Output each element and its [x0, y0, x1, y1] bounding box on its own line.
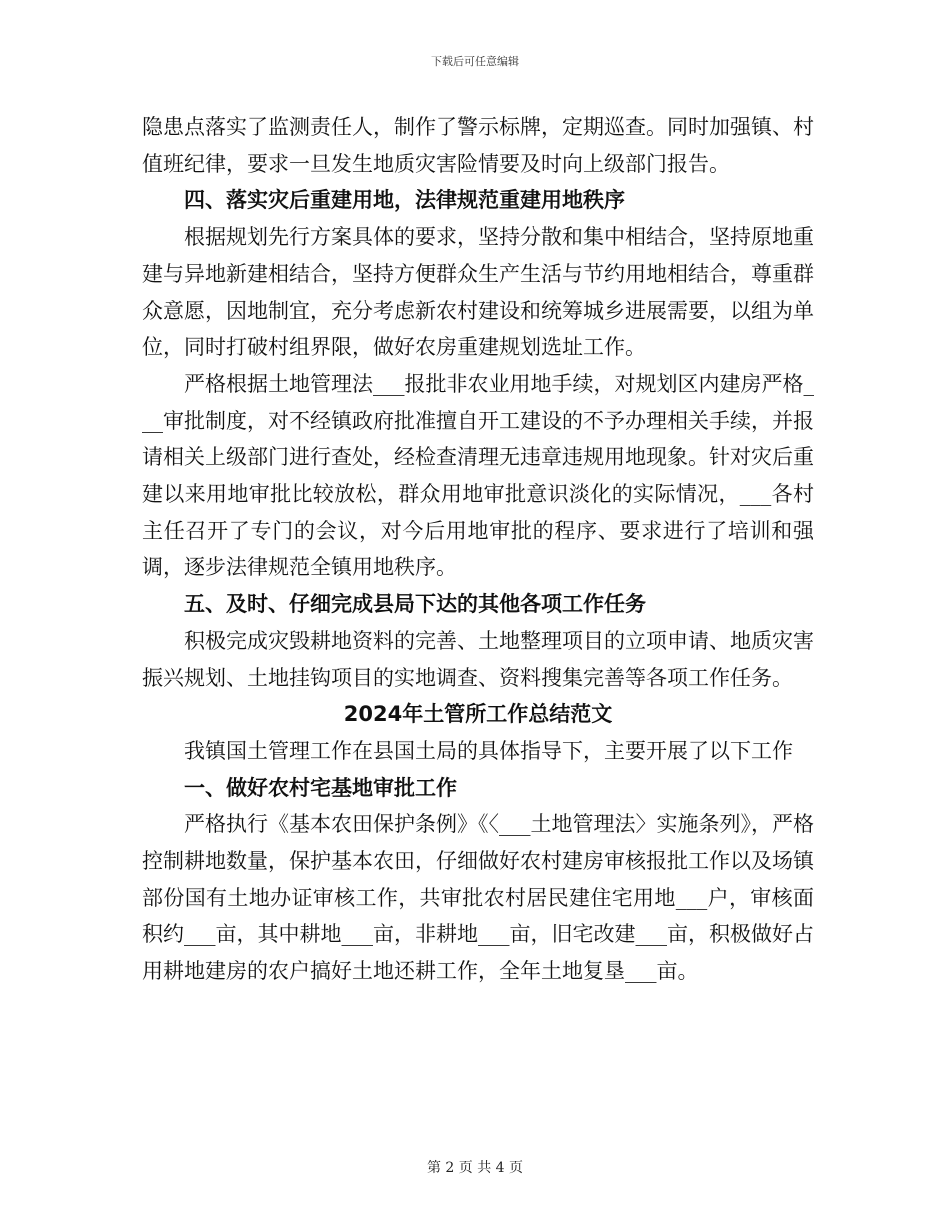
paragraph-land-law: 严格根据土地管理法___报批非农业用地手续，对规划区内建房严格___审批制度，对不经镇政府批准擅自开工建设的不予办理相关手续，并报请相关上级部门进行查处，经检查清理无违章违规用地现象。针对灾后重建以来用地审批比较放松，群众用地审批意识淡化的实际情况，___各村主任召开了专门的会议，对今后用地审批的程序、要求进行了培训和强调，逐步法律规范全镇用地秩序。 — [142, 371, 814, 580]
paragraph-planning: 根据规划先行方案具体的要求，坚持分散和集中相结合，坚持原地重建与异地新建相结合，坚持方便群众生产生活与节约用地相结合，尊重群众意愿，因地制宜，充分考虑新农村建设和统筹城乡进展需要，以组为单位，同时打破村组界限，做好农房重建规划选址工作。 — [142, 225, 814, 360]
document-body — [142, 109, 814, 990]
page-header: 下载后可任意编辑 — [431, 55, 519, 68]
section-heading-1: 一、做好农村宅基地审批工作 — [184, 775, 457, 800]
paragraph-continued: 隐患点落实了监测责任人，制作了警示标牌，定期巡查。同时加强镇、村值班纪律，要求一旦发生地质灾害险情要及时向上级部门报告。 — [142, 115, 814, 176]
section-heading-4: 四、落实灾后重建用地，法律规范重建用地秩序 — [184, 188, 625, 213]
section-heading-5: 五、及时、仔细完成县局下达的其他各项工作任务 — [184, 592, 646, 617]
page-number: 第 2 页 共 4 页 — [426, 1160, 524, 1176]
paragraph-homestead-approval: 严格执行《基本农田保护条例》《〈___土地管理法〉实施条列》，严格控制耕地数量，保护基本农田，仔细做好农村建房审核报批工作以及场镇部份国有土地办证审核工作，共审批农村居民建住宅用地___户，审核面积约___亩，其中耕地___亩，非耕地___亩，旧宅改建___亩，积极做好占用耕地建房的农户搞好土地还耕工作，全年土地复垦___亩。 — [142, 812, 814, 984]
document-title: 2024年土管所工作总结范文 — [343, 702, 613, 727]
paragraph-other-tasks: 积极完成灾毁耕地资料的完善、土地整理项目的立项申请、地质灾害振兴规划、土地挂钩项目的实地调查、资料搜集完善等各项工作任务。 — [142, 628, 814, 690]
paragraph-intro: 我镇国土管理工作在县国土局的具体指导下，主要开展了以下工作 — [184, 738, 793, 763]
